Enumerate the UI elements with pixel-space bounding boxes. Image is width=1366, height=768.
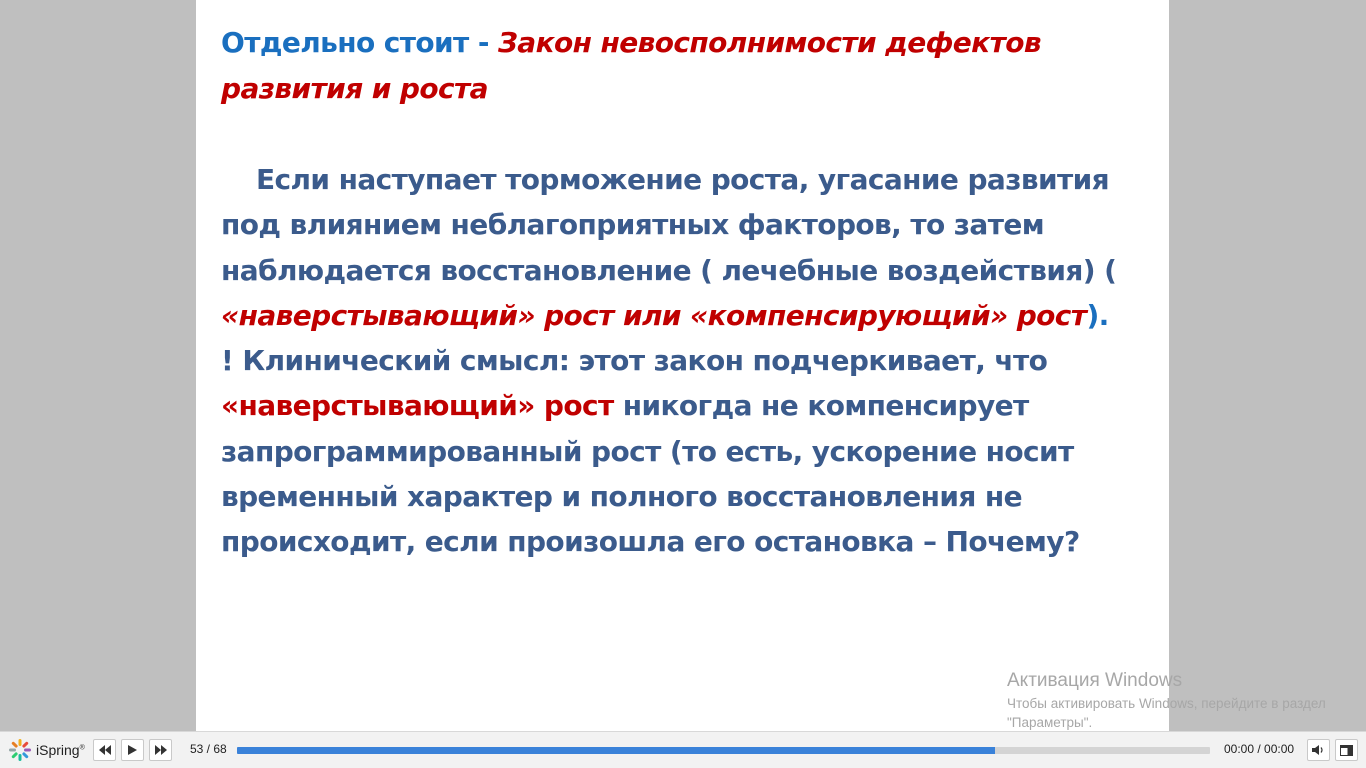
rewind-icon <box>99 745 111 755</box>
ispring-logo-icon <box>8 738 32 762</box>
slide <box>196 0 1169 731</box>
brand-mark: ® <box>79 744 85 752</box>
play-button[interactable] <box>121 739 144 761</box>
brand-name: iSpring <box>36 742 80 758</box>
ispring-logo <box>8 739 85 761</box>
paragraph-2-rest: никогда не компенсирует запрограммированный рост (то есть, ускорение носит временный характер и полного восстановления не происходит, если произошла его остановка – Почему? <box>221 389 1080 559</box>
watermark-title: Активация Windows <box>1007 670 1183 691</box>
speaker-icon <box>1312 745 1325 755</box>
ispring-brand-text <box>36 742 85 758</box>
paragraph-2-highlight: «наверстывающий» рост <box>221 389 614 423</box>
paragraph-1-highlight: «наверстывающий» рост или «компенсирующий» рост <box>221 298 1087 332</box>
volume-button[interactable] <box>1307 739 1330 761</box>
fast-forward-icon <box>155 745 167 755</box>
next-slide-button[interactable] <box>149 739 172 761</box>
watermark-subtitle: Чтобы активировать Windows, перейдите в раздел "Параметры". <box>1007 696 1326 730</box>
slide-counter: 53 / 68 <box>190 742 227 756</box>
panel-toggle-icon <box>1340 745 1353 756</box>
previous-slide-button[interactable] <box>93 739 116 761</box>
title-law: Закон невосполнимости дефектов развития и роста <box>221 26 1041 105</box>
paragraph-1 <box>221 157 1151 338</box>
paragraph-1-end: ). <box>1086 298 1109 332</box>
time-display: 00:00 / 00:00 <box>1224 742 1295 756</box>
progress-bar-fill <box>237 747 995 754</box>
progress-bar[interactable] <box>237 747 1210 754</box>
panel-toggle-button[interactable] <box>1335 739 1358 761</box>
paragraph-2-start: ! Клинический смысл: этот закон подчеркивает, что <box>221 344 1048 378</box>
paragraph-2 <box>221 338 1151 564</box>
player-toolbar <box>0 731 1366 768</box>
play-icon <box>128 745 137 755</box>
paragraph-1-text: Если наступает торможение роста, угасание развития под влиянием неблагоприятных факторов, то затем наблюдается восстановление ( лечебные воздействия) ( <box>221 163 1117 287</box>
windows-activation-watermark <box>1007 668 1347 732</box>
slide-content <box>221 20 1151 565</box>
title-lead: Отдельно стоит - <box>221 26 499 59</box>
slide-title <box>221 20 1151 112</box>
